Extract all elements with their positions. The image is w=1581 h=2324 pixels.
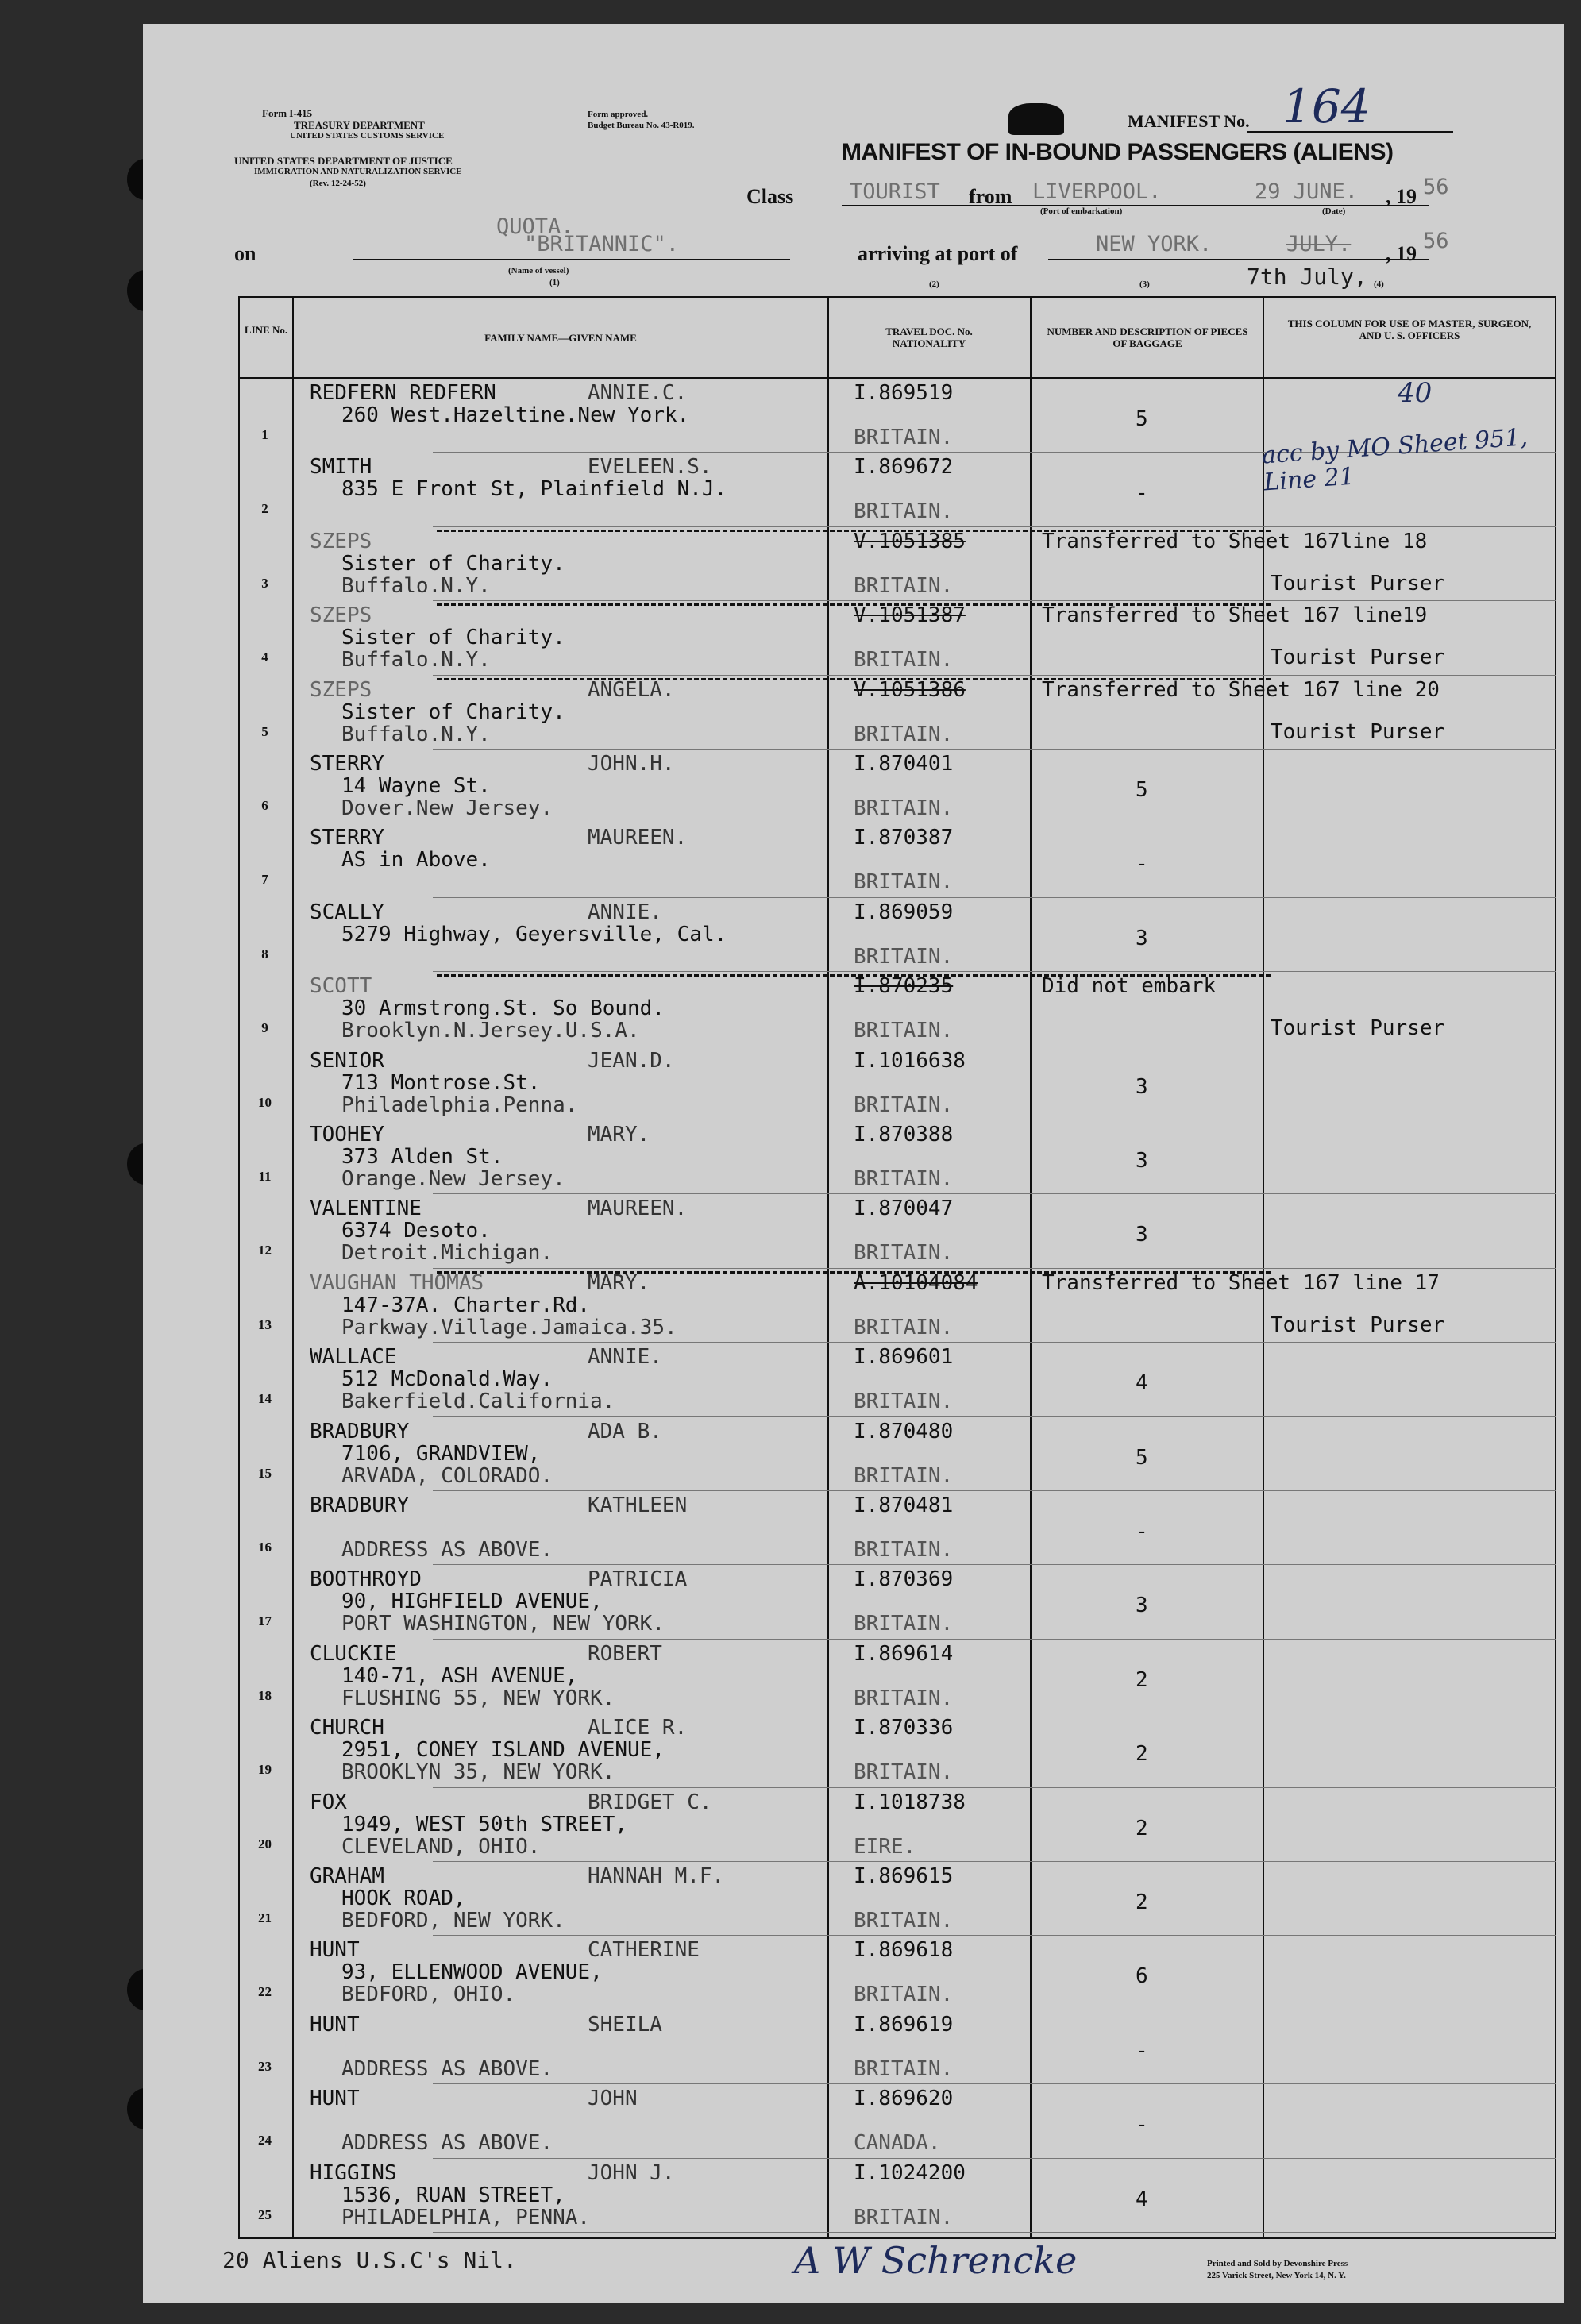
travel-doc-number: I.1024200 (854, 2160, 966, 2185)
officer-note-40: 40 (1398, 377, 1433, 409)
family-name: SCALLY (310, 900, 384, 924)
line-number: 15 (258, 1465, 272, 1481)
row-divider (433, 600, 1556, 601)
nationality: BRITAIN. (854, 573, 954, 598)
line-number: 18 (258, 1687, 272, 1703)
given-name: ROBERT (588, 1641, 662, 1666)
table-top-border (238, 296, 1556, 298)
address-line-2: BROOKLYN 35, NEW YORK. (341, 1760, 615, 1785)
class-underline (842, 205, 1429, 206)
given-name: MAUREEN. (588, 826, 688, 850)
address-line-1: 260 West.Hazeltine.New York. (341, 403, 690, 427)
travel-doc-number: I.869059 (854, 900, 954, 924)
arriving-label: arriving at port of (858, 242, 1018, 265)
address-line-1: 512 McDonald.Way. (341, 1367, 553, 1392)
address-line-2: Dover.New Jersey. (341, 796, 553, 820)
baggage-count: 3 (1136, 1149, 1148, 1173)
row-divider (433, 1416, 1556, 1417)
manifest-sheet (143, 24, 1564, 2303)
travel-doc-number: I.870047 (854, 1197, 954, 1221)
nationality: BRITAIN. (854, 796, 954, 820)
address-line-2: ADDRESS AS ABOVE. (341, 2056, 553, 2081)
header-line-no: LINE No. (244, 324, 288, 336)
officer-note-line2: acc by MO Sheet 951, Line 21 (1260, 423, 1529, 497)
given-name: MAUREEN. (588, 1197, 688, 1221)
family-name: FOX (310, 1790, 347, 1814)
given-name: ALICE R. (588, 1716, 688, 1740)
year-prefix-2: , 19 (1386, 242, 1417, 265)
ink-blot (1008, 103, 1064, 135)
travel-doc-number: I.869614 (854, 1641, 954, 1666)
address-line-2: Brooklyn.N.Jersey.U.S.A. (341, 1019, 640, 1043)
col-1-marker: (1) (549, 278, 560, 287)
family-name: HUNT (310, 2087, 360, 2111)
line-number: 24 (258, 2133, 272, 2149)
travel-doc-number: I.869601 (854, 1345, 954, 1370)
nationality: BRITAIN. (854, 1019, 954, 1043)
officer-remark: Tourist Purser (1271, 1016, 1445, 1041)
address-line-2: Buffalo.N.Y. (341, 648, 491, 673)
row-divider (433, 526, 1556, 527)
row-divider (433, 1787, 1556, 1788)
table-left-border (238, 298, 240, 2239)
strike-line (437, 603, 1271, 606)
strike-line (437, 678, 1271, 680)
manifest-no-underline (1247, 131, 1453, 133)
travel-doc-number: I.870336 (854, 1716, 954, 1740)
baggage-count: - (1136, 852, 1148, 877)
address-line-2: BEDFORD, NEW YORK. (341, 1909, 565, 1933)
family-name: STERRY (310, 826, 384, 850)
family-name: SZEPS (310, 677, 372, 702)
address-line-1: 14 Wayne St. (341, 774, 491, 798)
row-divider (433, 749, 1556, 750)
address-line-1: 1536, RUAN STREET, (341, 2183, 565, 2207)
travel-doc-number: I.869615 (854, 1864, 954, 1888)
nationality: EIRE. (854, 1834, 916, 1859)
line-number: 3 (261, 575, 268, 591)
officer-remark: Tourist Purser (1271, 1312, 1445, 1337)
baggage-count: 2 (1136, 1816, 1148, 1840)
given-name: ANNIE.C. (588, 381, 688, 405)
dept-justice: UNITED STATES DEPARTMENT OF JUSTICE (234, 155, 453, 167)
baggage-count: 3 (1136, 1223, 1148, 1247)
header-bottom-border (238, 377, 1556, 379)
address-line-1: Sister of Charity. (341, 700, 565, 724)
address-line-2: Bakerfield.California. (341, 1389, 615, 1414)
line-number: 19 (258, 1762, 272, 1778)
address-line-2: PHILADELPHIA, PENNA. (341, 2205, 591, 2230)
travel-doc-number: I.870480 (854, 1419, 954, 1443)
strike-line (437, 974, 1271, 977)
col-2-marker: (2) (929, 279, 939, 289)
line-number: 23 (258, 2058, 272, 2074)
given-name: MARY. (588, 1270, 650, 1295)
nationality: BRITAIN. (854, 1463, 954, 1488)
travel-doc-number: V.1051385 (854, 529, 966, 553)
line-number: 8 (261, 946, 268, 962)
line-number: 11 (258, 1169, 272, 1184)
address-line-1: Sister of Charity. (341, 626, 565, 650)
address-line-2: Buffalo.N.Y. (341, 722, 491, 746)
class-label: Class (746, 185, 794, 208)
aliens-count: 20 Aliens U.S.C's Nil. (222, 2247, 517, 2273)
lineno-divider (292, 298, 294, 2239)
officer-remark: Tourist Purser (1271, 571, 1445, 595)
given-name: EVELEEN.S. (588, 455, 712, 480)
row-divider (433, 1268, 1556, 1269)
form-approved: Form approved. (588, 110, 649, 119)
arrival-date-handwritten: 7th July, (1247, 264, 1367, 290)
vessel-caption: (Name of vessel) (508, 266, 569, 276)
nationality: BRITAIN. (854, 1538, 954, 1562)
baggage-count: - (1136, 2113, 1148, 2137)
line-number: 22 (258, 1984, 272, 2000)
dept-customs: UNITED STATES CUSTOMS SERVICE (290, 131, 445, 141)
family-name: SZEPS (310, 529, 372, 553)
address-line-2: CLEVELAND, OHIO. (341, 1834, 541, 1859)
col-4-marker: (4) (1374, 279, 1384, 289)
year-1: 56 (1423, 175, 1449, 199)
address-line-1: 2951, CONEY ISLAND AVENUE, (341, 1738, 665, 1763)
baggage-count: 6 (1136, 1964, 1148, 1989)
row-divider (433, 2232, 1556, 2233)
travel-doc-number: I.869672 (854, 455, 954, 480)
given-name: ANNIE. (588, 900, 662, 924)
family-name: SENIOR (310, 1048, 384, 1073)
given-name: BRIDGET C. (588, 1790, 712, 1814)
address-line-1: 30 Armstrong.St. So Bound. (341, 996, 665, 1021)
row-divider (433, 2158, 1556, 2159)
nationality: BRITAIN. (854, 1315, 954, 1339)
given-name: CATHERINE (588, 1938, 700, 1963)
family-name: BRADBURY (310, 1419, 410, 1443)
nationality: BRITAIN. (854, 870, 954, 895)
address-line-1: AS in Above. (341, 848, 491, 873)
row-divider (433, 1564, 1556, 1565)
line-number: 9 (261, 1020, 268, 1036)
vessel-name: "BRITANNIC". (524, 232, 680, 256)
transfer-note: Transferred to Sheet 167 line19 (1042, 603, 1428, 628)
line-number: 20 (258, 1836, 272, 1852)
port-caption: (Port of embarkation) (1040, 206, 1123, 216)
officer-remark: Tourist Purser (1271, 646, 1445, 670)
address-line-2: FLUSHING 55, NEW YORK. (341, 1686, 615, 1710)
baggage-count: 4 (1136, 1371, 1148, 1396)
row-divider (433, 1639, 1556, 1640)
line-number: 17 (258, 1613, 272, 1629)
transfer-note: Did not embark (1042, 974, 1217, 999)
line-number: 5 (261, 723, 268, 739)
family-name: SCOTT (310, 974, 372, 999)
form-revision: (Rev. 12-24-52) (310, 179, 366, 188)
family-name: BOOTHROYD (310, 1567, 422, 1592)
arrival-date-struck: JULY. (1286, 232, 1352, 256)
address-line-2: ARVADA, COLORADO. (341, 1463, 553, 1488)
row-divider (433, 1490, 1556, 1491)
row-divider (433, 1193, 1556, 1194)
travel-doc-number: I.870369 (854, 1567, 954, 1592)
address-line-1: 5279 Highway, Geyersville, Cal. (341, 922, 727, 946)
travel-doc-number: I.870388 (854, 1123, 954, 1147)
nationality: BRITAIN. (854, 1909, 954, 1933)
header-name: FAMILY NAME—GIVEN NAME (484, 332, 637, 344)
line-number: 25 (258, 2206, 272, 2222)
strike-line (437, 1271, 1271, 1274)
quota-stamp: QUOTA. (496, 214, 574, 239)
travel-doc-number: I.869618 (854, 1938, 954, 1963)
family-name: CHURCH (310, 1716, 384, 1740)
printer-line-1: Printed and Sold by Devonshire Press (1207, 2259, 1348, 2268)
address-line-2: PORT WASHINGTON, NEW YORK. (341, 1612, 665, 1636)
baggage-count: 3 (1136, 926, 1148, 950)
family-name: VAUGHAN THOMAS (310, 1270, 484, 1295)
baggage-count: 3 (1136, 1594, 1148, 1618)
family-name: SMITH (310, 455, 372, 480)
nationality: BRITAIN. (854, 722, 954, 746)
baggage-count: 2 (1136, 1667, 1148, 1692)
on-label: on (234, 242, 256, 265)
baggage-count: - (1136, 1520, 1148, 1544)
travel-doc-number: I.870401 (854, 752, 954, 776)
row-divider (433, 675, 1556, 676)
row-divider (433, 971, 1556, 972)
baggage-count: 3 (1136, 1074, 1148, 1099)
line-number: 4 (261, 649, 268, 665)
address-line-2: ADDRESS AS ABOVE. (341, 2131, 553, 2156)
given-name: PATRICIA (588, 1567, 688, 1592)
address-line-1: 140-71, ASH AVENUE, (341, 1663, 578, 1688)
form-number: Form I-415 (262, 107, 313, 119)
address-line-2: ADDRESS AS ABOVE. (341, 1538, 553, 1562)
officer-remark: Tourist Purser (1271, 719, 1445, 744)
baggage-count: 5 (1136, 407, 1148, 431)
given-name: JEAN.D. (588, 1048, 675, 1073)
address-line-1: 7106, GRANDVIEW, (341, 1441, 541, 1466)
family-name: BRADBURY (310, 1493, 410, 1517)
row-divider (433, 2083, 1556, 2084)
travel-doc-number: I.1016638 (854, 1048, 966, 1073)
travel-doc-number: I.870387 (854, 826, 954, 850)
address-line-1: 90, HIGHFIELD AVENUE, (341, 1590, 603, 1614)
from-label: from (969, 185, 1012, 208)
address-line-2: BEDFORD, OHIO. (341, 1983, 516, 2007)
family-name: GRAHAM (310, 1864, 384, 1888)
family-name: CLUCKIE (310, 1641, 397, 1666)
baggage-count: 2 (1136, 1742, 1148, 1767)
nationality: BRITAIN. (854, 648, 954, 673)
nationality: BRITAIN. (854, 1241, 954, 1266)
date-caption: (Date) (1322, 206, 1346, 216)
dept-ins: IMMIGRATION AND NATURALIZATION SERVICE (254, 167, 462, 176)
given-name: SHEILA (588, 2012, 662, 2037)
travel-doc-number: A.10104084 (854, 1270, 978, 1295)
nationality: BRITAIN. (854, 499, 954, 524)
nationality: BRITAIN. (854, 2056, 954, 2081)
col-3-marker: (3) (1139, 279, 1150, 289)
manifest-number: 164 (1282, 79, 1371, 133)
row-divider (433, 1861, 1556, 1862)
address-line-1: 1949, WEST 50th STREET, (341, 1812, 628, 1836)
address-line-1: 373 Alden St. (341, 1145, 503, 1169)
given-name: JOHN.H. (588, 752, 675, 776)
travel-doc-number: I.1018738 (854, 1790, 966, 1814)
nationality: BRITAIN. (854, 1389, 954, 1414)
line-number: 1 (261, 427, 268, 442)
line-number: 12 (258, 1243, 272, 1258)
row-divider (433, 1342, 1556, 1343)
arrival-port: NEW YORK. (1096, 232, 1213, 256)
travel-doc-number: I.869620 (854, 2087, 954, 2111)
embarkation-date: 29 JUNE. (1255, 179, 1359, 204)
address-line-1: 835 E Front St, Plainfield N.J. (341, 477, 727, 502)
family-name: STERRY (310, 752, 384, 776)
given-name: ANNIE. (588, 1345, 662, 1370)
row-divider (433, 897, 1556, 898)
nationality: BRITAIN. (854, 1983, 954, 2007)
family-name: WALLACE (310, 1345, 397, 1370)
nationality: BRITAIN. (854, 1612, 954, 1636)
nationality: BRITAIN. (854, 1760, 954, 1785)
given-name: HANNAH M.F. (588, 1864, 725, 1888)
address-line-1: 147-37A. Charter.Rd. (341, 1293, 591, 1317)
travel-doc-number: I.869619 (854, 2012, 954, 2037)
given-name: JOHN (588, 2087, 638, 2111)
baggage-count: 5 (1136, 778, 1148, 802)
line-number: 10 (258, 1094, 272, 1110)
address-line-2: Philadelphia.Penna. (341, 1093, 578, 1117)
family-name: SZEPS (310, 603, 372, 628)
travel-doc-number: I.869519 (854, 381, 954, 405)
line-number: 13 (258, 1316, 272, 1332)
officer-signature: A W Schrencke (794, 2239, 1078, 2282)
address-line-2: Detroit.Michigan. (341, 1241, 553, 1266)
nationality: BRITAIN. (854, 1167, 954, 1191)
arrival-underline (1048, 259, 1429, 260)
transfer-note: Transferred to Sheet 167 line 20 (1042, 677, 1440, 702)
line-number: 6 (261, 798, 268, 813)
family-name: HUNT (310, 1938, 360, 1963)
travel-doc-number: V.1051387 (854, 603, 966, 628)
year-2: 56 (1423, 229, 1449, 253)
baggage-count: - (1136, 2038, 1148, 2063)
address-line-1: HOOK ROAD, (341, 1887, 466, 1910)
transfer-note: Transferred to Sheet 167 line 17 (1042, 1270, 1440, 1295)
family-name: HUNT (310, 2012, 360, 2037)
manifest-no-label: MANIFEST No. (1128, 111, 1250, 131)
row-divider (433, 1935, 1556, 1936)
class-value: TOURIST (850, 179, 940, 204)
transfer-note: Transferred to Sheet 167line 18 (1042, 529, 1428, 553)
address-line-2: Orange.New Jersey. (341, 1167, 565, 1191)
dept-treasury: TREASURY DEPARTMENT (294, 119, 425, 131)
nationality: BRITAIN. (854, 1093, 954, 1117)
address-line-1: 6374 Desoto. (341, 1219, 491, 1243)
family-name: TOOHEY (310, 1123, 384, 1147)
manifest-title: MANIFEST OF IN-BOUND PASSENGERS (ALIENS) (842, 139, 1394, 165)
port-of-embarkation: LIVERPOOL. (1032, 179, 1162, 204)
nationality: BRITAIN. (854, 2205, 954, 2230)
header-baggage: NUMBER AND DESCRIPTION OF PIECES OF BAGGAGE (1047, 326, 1248, 349)
travel-doc-number: I.870481 (854, 1493, 954, 1517)
baggage-count: - (1136, 481, 1148, 506)
nationality: BRITAIN. (854, 426, 954, 449)
family-name: HIGGINS (310, 2160, 397, 2185)
travel-doc-number: I.870235 (854, 974, 954, 999)
baggage-count: 2 (1136, 1890, 1148, 1914)
strike-line (437, 530, 1271, 532)
family-name: REDFERN REDFERN (310, 381, 496, 405)
line-number: 21 (258, 1910, 272, 1925)
line-number: 16 (258, 1540, 272, 1555)
year-prefix-1: , 19 (1386, 185, 1417, 208)
address-line-1: 713 Montrose.St. (341, 1070, 541, 1095)
budget-bureau: Budget Bureau No. 43-R019. (588, 121, 695, 130)
nationality: CANADA. (854, 2131, 941, 2156)
baggage-count: 5 (1136, 1445, 1148, 1470)
family-name: VALENTINE (310, 1197, 422, 1221)
header-travel-doc: TRAVEL DOC. No. NATIONALITY (885, 326, 973, 349)
vessel-underline (353, 259, 790, 260)
address-line-2: Parkway.Village.Jamaica.35. (341, 1315, 677, 1339)
header-officers: THIS COLUMN FOR USE OF MASTER, SURGEON, AND U. S. OFFICERS (1287, 318, 1532, 341)
address-line-1: 93, ELLENWOOD AVENUE, (341, 1960, 603, 1985)
address-line-2: Buffalo.N.Y. (341, 573, 491, 598)
line-number: 7 (261, 872, 268, 888)
printer-line-2: 225 Varick Street, New York 14, N. Y. (1207, 2271, 1346, 2280)
line-number: 2 (261, 501, 268, 517)
baggage-count: 4 (1136, 2187, 1148, 2211)
given-name: KATHLEEN (588, 1493, 688, 1517)
given-name: ADA B. (588, 1419, 662, 1443)
given-name: ANGELA. (588, 677, 675, 702)
address-line-1: Sister of Charity. (341, 551, 565, 576)
line-number: 14 (258, 1391, 272, 1407)
travel-doc-number: V.1051386 (854, 677, 966, 702)
given-name: MARY. (588, 1123, 650, 1147)
given-name: JOHN J. (588, 2160, 675, 2185)
nationality: BRITAIN. (854, 944, 954, 969)
nationality: BRITAIN. (854, 1686, 954, 1710)
